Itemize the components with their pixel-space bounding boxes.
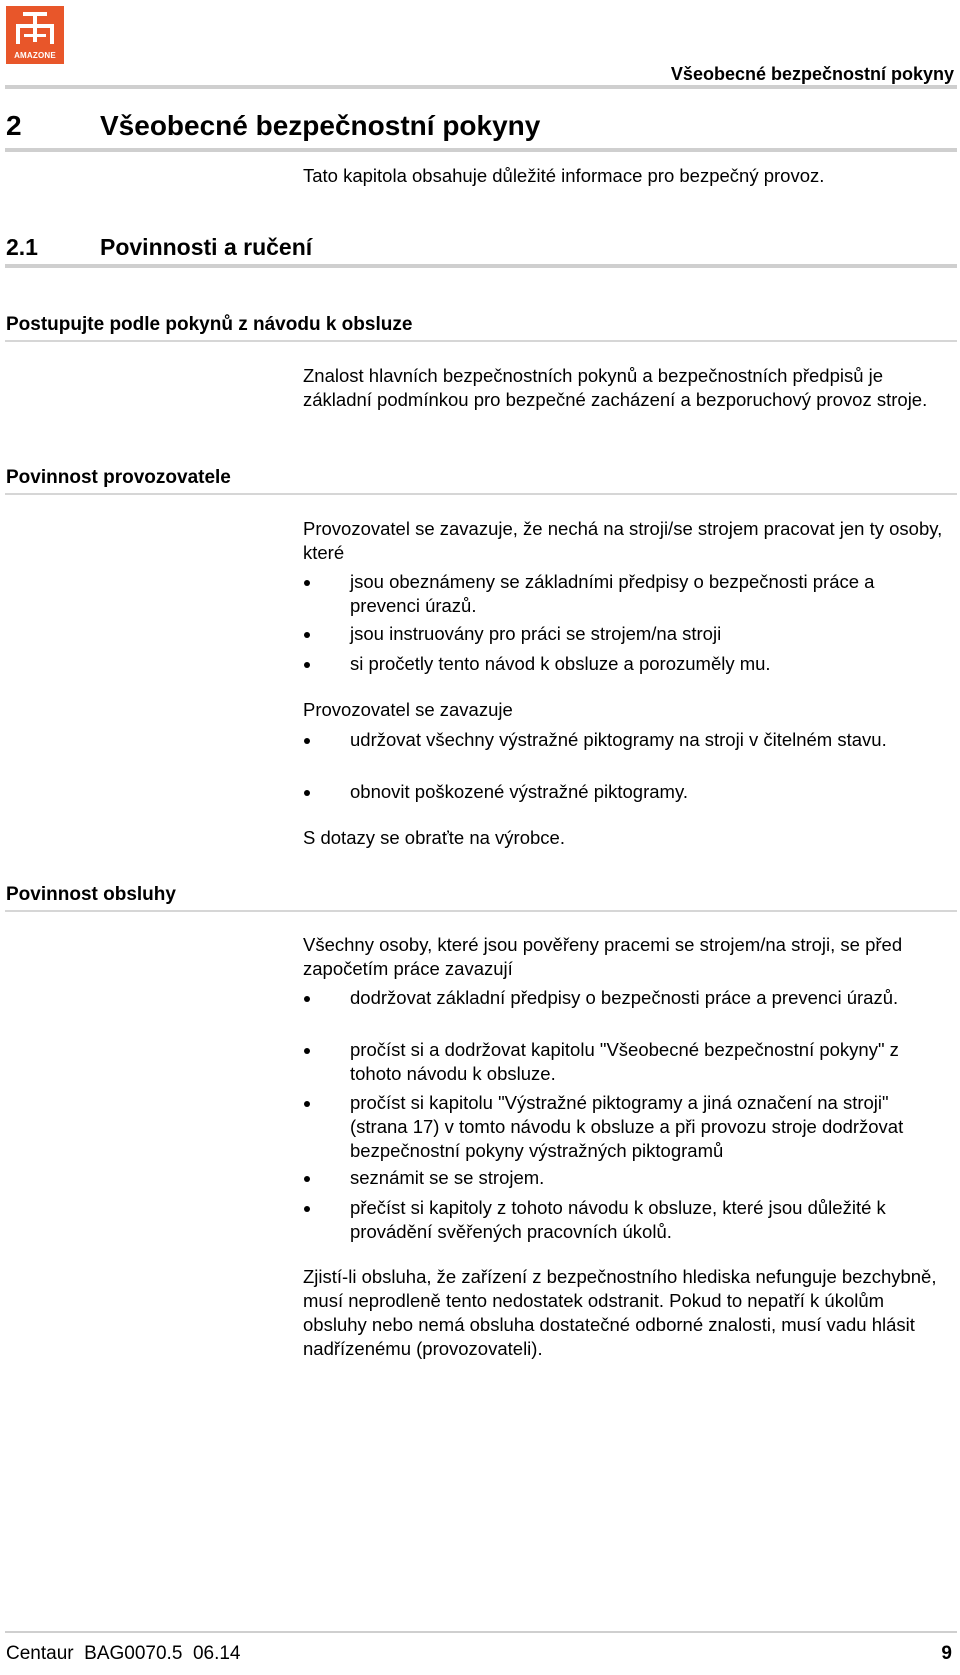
list-item-text: udržovat všechny výstražné piktogramy na stroji v čitelném stavu. xyxy=(350,729,887,750)
subsection-divider xyxy=(5,340,957,342)
list-item xyxy=(303,1166,943,1190)
list-item xyxy=(303,1038,943,1086)
chapter-divider xyxy=(5,148,957,152)
footer-doc-id: Centaur BAG0070.5 06.14 xyxy=(6,1643,241,1664)
section-title: Povinnosti a ručení xyxy=(100,234,313,260)
chapter-title: Všeobecné bezpečnostní pokyny xyxy=(100,110,541,141)
section-number: 2.1 xyxy=(6,234,38,260)
chapter-heading xyxy=(6,110,540,142)
subsection-title: Povinnost obsluhy xyxy=(6,884,176,905)
bullet-icon xyxy=(304,662,310,668)
list-item-text: pročíst si kapitolu "Výstražné piktogramy a jiná označení na stroji" (strana 17) v tomto návodu k obsluze a při provozu stroje dodržovat bezpečnostní pokyny výstražných piktogramů xyxy=(350,1092,904,1161)
section-divider xyxy=(5,264,957,268)
bullet-icon xyxy=(304,790,310,796)
logo-text: AMAZONE xyxy=(14,51,56,60)
list-item-text: seznámit se se strojem. xyxy=(350,1167,545,1188)
list-item-text: obnovit poškozené výstražné piktogramy. xyxy=(350,781,688,802)
page-number: 9 xyxy=(941,1643,952,1664)
list-item-text: jsou instruovány pro práci se strojem/na stroji xyxy=(350,623,722,644)
bullet-icon xyxy=(304,738,310,744)
bullet-icon xyxy=(304,996,310,1002)
footer-divider xyxy=(5,1631,957,1633)
paragraph: Znalost hlavních bezpečnostních pokynů a bezpečnostních předpisů je základní podmínkou pro bezpečné zacházení a bezporuchový provoz stroje. xyxy=(303,365,928,410)
bullet-icon xyxy=(304,1101,310,1107)
list-item xyxy=(303,622,943,646)
bullet-icon xyxy=(304,1206,310,1212)
bullet-icon xyxy=(304,632,310,638)
chapter-intro: Tato kapitola obsahuje důležité informace pro bezpečný provoz. xyxy=(303,165,825,186)
subsection-divider xyxy=(5,910,957,912)
bullet-icon xyxy=(304,1176,310,1182)
subsection-divider xyxy=(5,493,957,495)
logo-emblem-icon xyxy=(6,6,64,52)
chapter-number: 2 xyxy=(6,110,22,141)
running-header-title: Všeobecné bezpečnostní pokyny xyxy=(670,64,954,84)
paragraph: Zjistí-li obsluha, že zařízení z bezpečnostního hlediska nefunguje bezchybně, musí neprodleně tento nedostatek odstranit. Pokud to nepatří k úkolům obsluhy nebo nemá obsluha dostatečné odborné znalosti, musí vadu hlásit nadřízenému (provozovateli). xyxy=(303,1266,937,1359)
list-item-text: přečíst si kapitoly z tohoto návodu k obsluze, které jsou důležité k provádění svěřených pracovních úkolů. xyxy=(350,1197,886,1242)
paragraph: Provozovatel se zavazuje, že nechá na stroji/se strojem pracovat jen ty osoby, které xyxy=(303,518,943,563)
list-item-text: pročíst si a dodržovat kapitolu "Všeobecné bezpečnostní pokyny" z tohoto návodu k obsluze. xyxy=(350,1039,899,1084)
subsection-title: Povinnost provozovatele xyxy=(6,467,231,488)
subsection-title: Postupujte podle pokynů z návodu k obsluze xyxy=(6,314,413,335)
list-item xyxy=(303,728,943,752)
list-item-text: dodržovat základní předpisy o bezpečnosti práce a prevenci úrazů. xyxy=(350,987,899,1008)
paragraph: Všechny osoby, které jsou pověřeny pracemi se strojem/na stroji, se před započetím práce zavazují xyxy=(303,934,903,979)
amazone-logo xyxy=(6,6,64,64)
paragraph: S dotazy se obraťte na výrobce. xyxy=(303,827,565,848)
list-item-text: jsou obeznámeny se základními předpisy o bezpečnosti práce a prevenci úrazů. xyxy=(350,571,875,616)
section-heading xyxy=(6,234,312,261)
list-item xyxy=(303,652,943,676)
header-divider xyxy=(5,85,957,89)
list-item xyxy=(303,780,943,804)
list-item-text: si pročetly tento návod k obsluze a porozuměly mu. xyxy=(350,653,771,674)
list-item xyxy=(303,1196,943,1244)
list-item xyxy=(303,1091,943,1163)
list-item xyxy=(303,986,943,1010)
bullet-icon xyxy=(304,1048,310,1054)
bullet-icon xyxy=(304,580,310,586)
paragraph: Provozovatel se zavazuje xyxy=(303,699,513,720)
list-item xyxy=(303,570,943,618)
